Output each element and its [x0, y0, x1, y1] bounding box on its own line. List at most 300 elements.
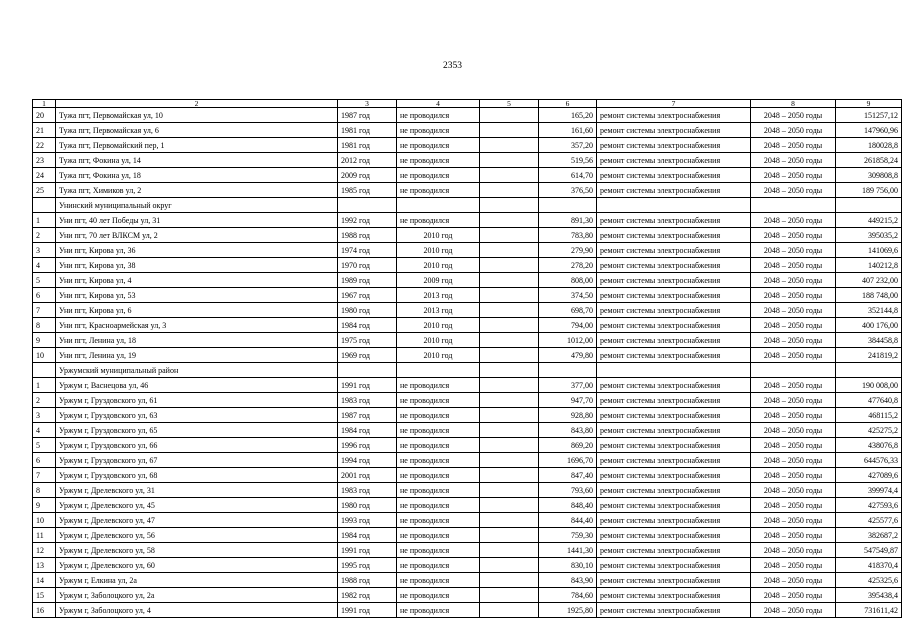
work-type-cell: ремонт системы электроснабжения — [597, 288, 751, 303]
row-number-cell: 21 — [33, 123, 56, 138]
area-cell: 278,20 — [539, 258, 597, 273]
planned-period-cell: 2048 – 2050 годы — [751, 108, 836, 123]
address-cell: Уни пгт, Кирова ул, 4 — [56, 273, 338, 288]
work-type-cell: ремонт системы электроснабжения — [597, 318, 751, 333]
column-5-cell — [480, 513, 539, 528]
column-number-cell: 4 — [397, 100, 480, 108]
table-row — [33, 498, 902, 513]
address-cell: Уни пгт, 70 лет ВЛКСМ ул, 2 — [56, 228, 338, 243]
build-year-cell: 1995 год — [338, 558, 397, 573]
work-type-cell: ремонт системы электроснабжения — [597, 408, 751, 423]
section-header-row — [33, 363, 902, 378]
housing-repair-table — [32, 99, 902, 618]
planned-period-cell: 2048 – 2050 годы — [751, 123, 836, 138]
row-number-cell: 23 — [33, 153, 56, 168]
address-cell: Уржум г, Дрелевского ул, 45 — [56, 498, 338, 513]
address-cell: Уржум г, Дрелевского ул, 47 — [56, 513, 338, 528]
build-year-cell: 1991 год — [338, 543, 397, 558]
last-overhaul-cell: 2013 год — [397, 303, 480, 318]
build-year-cell: 1987 год — [338, 408, 397, 423]
table-row — [33, 123, 902, 138]
area-cell: 374,50 — [539, 288, 597, 303]
column-number-cell: 1 — [33, 100, 56, 108]
work-type-cell: ремонт системы электроснабжения — [597, 468, 751, 483]
build-year-cell: 1980 год — [338, 303, 397, 318]
last-overhaul-cell: 2009 год — [397, 273, 480, 288]
row-number-cell: 15 — [33, 588, 56, 603]
area-cell: 161,60 — [539, 123, 597, 138]
row-number-cell: 1 — [33, 213, 56, 228]
cost-cell: 141069,6 — [836, 243, 902, 258]
area-cell: 479,80 — [539, 348, 597, 363]
last-overhaul-cell: 2010 год — [397, 333, 480, 348]
column-5-cell — [480, 273, 539, 288]
planned-period-cell: 2048 – 2050 годы — [751, 138, 836, 153]
column-5-cell — [480, 438, 539, 453]
address-cell: Тужа пгт, Химиков ул, 2 — [56, 183, 338, 198]
planned-period-cell: 2048 – 2050 годы — [751, 483, 836, 498]
column-number-cell: 2 — [56, 100, 338, 108]
planned-period-cell: 2048 – 2050 годы — [751, 453, 836, 468]
build-year-cell: 1984 год — [338, 528, 397, 543]
last-overhaul-cell: 2010 год — [397, 243, 480, 258]
column-5-cell — [480, 333, 539, 348]
table-row — [33, 318, 902, 333]
cost-cell: 352144,8 — [836, 303, 902, 318]
cost-cell — [836, 198, 902, 213]
address-cell: Уржум г, Груздовского ул, 63 — [56, 408, 338, 423]
cost-cell: 407 232,00 — [836, 273, 902, 288]
table-body — [33, 100, 902, 618]
area-cell: 698,70 — [539, 303, 597, 318]
address-cell: Уни пгт, Кирова ул, 6 — [56, 303, 338, 318]
table-row — [33, 213, 902, 228]
cost-cell: 180028,8 — [836, 138, 902, 153]
planned-period-cell: 2048 – 2050 годы — [751, 228, 836, 243]
column-5-cell — [480, 603, 539, 618]
cost-cell: 468115,2 — [836, 408, 902, 423]
build-year-cell: 1989 год — [338, 273, 397, 288]
build-year-cell: 1988 год — [338, 228, 397, 243]
last-overhaul-cell: не проводился — [397, 438, 480, 453]
cost-cell: 425325,6 — [836, 573, 902, 588]
address-cell: Уни пгт, Ленина ул, 18 — [56, 333, 338, 348]
row-number-cell: 8 — [33, 483, 56, 498]
work-type-cell: ремонт системы электроснабжения — [597, 393, 751, 408]
planned-period-cell — [751, 363, 836, 378]
row-number-cell: 1 — [33, 378, 56, 393]
area-cell: 1012,00 — [539, 333, 597, 348]
last-overhaul-cell: не проводился — [397, 408, 480, 423]
planned-period-cell: 2048 – 2050 годы — [751, 603, 836, 618]
last-overhaul-cell — [397, 363, 480, 378]
column-5-cell — [480, 228, 539, 243]
work-type-cell — [597, 198, 751, 213]
work-type-cell: ремонт системы электроснабжения — [597, 483, 751, 498]
column-5-cell — [480, 468, 539, 483]
work-type-cell: ремонт системы электроснабжения — [597, 423, 751, 438]
column-5-cell — [480, 558, 539, 573]
work-type-cell: ремонт системы электроснабжения — [597, 513, 751, 528]
row-number-cell: 8 — [33, 318, 56, 333]
build-year-cell: 2012 год — [338, 153, 397, 168]
cost-cell: 395035,2 — [836, 228, 902, 243]
area-cell — [539, 363, 597, 378]
column-5-cell — [480, 138, 539, 153]
row-number-cell: 11 — [33, 528, 56, 543]
address-cell: Уржум г, Дрелевского ул, 31 — [56, 483, 338, 498]
area-cell: 165,20 — [539, 108, 597, 123]
row-number-cell: 6 — [33, 453, 56, 468]
build-year-cell: 1991 год — [338, 603, 397, 618]
address-cell: Тужа пгт, Первомайский пер, 1 — [56, 138, 338, 153]
row-number-cell: 2 — [33, 393, 56, 408]
build-year-cell: 1975 год — [338, 333, 397, 348]
build-year-cell — [338, 363, 397, 378]
last-overhaul-cell: не проводился — [397, 153, 480, 168]
row-number-cell: 16 — [33, 603, 56, 618]
cost-cell: 190 008,00 — [836, 378, 902, 393]
table-row — [33, 588, 902, 603]
address-cell: Уржум г, Заболоцкого ул, 4 — [56, 603, 338, 618]
cost-cell: 189 756,00 — [836, 183, 902, 198]
cost-cell: 731611,42 — [836, 603, 902, 618]
planned-period-cell: 2048 – 2050 годы — [751, 273, 836, 288]
last-overhaul-cell: не проводился — [397, 378, 480, 393]
row-number-cell: 6 — [33, 288, 56, 303]
row-number-cell: 7 — [33, 303, 56, 318]
work-type-cell: ремонт системы электроснабжения — [597, 273, 751, 288]
table-row — [33, 543, 902, 558]
work-type-cell: ремонт системы электроснабжения — [597, 543, 751, 558]
work-type-cell: ремонт системы электроснабжения — [597, 603, 751, 618]
address-cell: Уржум г, Дрелевского ул, 56 — [56, 528, 338, 543]
work-type-cell: ремонт системы электроснабжения — [597, 123, 751, 138]
table-row — [33, 423, 902, 438]
last-overhaul-cell: не проводился — [397, 573, 480, 588]
planned-period-cell: 2048 – 2050 годы — [751, 498, 836, 513]
work-type-cell: ремонт системы электроснабжения — [597, 438, 751, 453]
address-cell: Уни пгт, Ленина ул, 19 — [56, 348, 338, 363]
column-5-cell — [480, 318, 539, 333]
cost-cell: 395438,4 — [836, 588, 902, 603]
column-number-cell: 9 — [836, 100, 902, 108]
last-overhaul-cell: 2010 год — [397, 348, 480, 363]
row-number-cell: 14 — [33, 573, 56, 588]
table-row — [33, 528, 902, 543]
area-cell: 844,40 — [539, 513, 597, 528]
cost-cell: 241819,2 — [836, 348, 902, 363]
build-year-cell: 1987 год — [338, 108, 397, 123]
planned-period-cell: 2048 – 2050 годы — [751, 153, 836, 168]
column-number-cell: 3 — [338, 100, 397, 108]
work-type-cell: ремонт системы электроснабжения — [597, 108, 751, 123]
area-cell: 377,00 — [539, 378, 597, 393]
cost-cell: 151257,12 — [836, 108, 902, 123]
build-year-cell: 1993 год — [338, 513, 397, 528]
address-cell: Уни пгт, Кирова ул, 38 — [56, 258, 338, 273]
table-row — [33, 513, 902, 528]
build-year-cell: 1982 год — [338, 588, 397, 603]
planned-period-cell: 2048 – 2050 годы — [751, 588, 836, 603]
planned-period-cell: 2048 – 2050 годы — [751, 348, 836, 363]
cost-cell: 425577,6 — [836, 513, 902, 528]
planned-period-cell: 2048 – 2050 годы — [751, 288, 836, 303]
address-cell: Уржум г, Заболоцкого ул, 2а — [56, 588, 338, 603]
column-5-cell — [480, 393, 539, 408]
area-cell: 783,80 — [539, 228, 597, 243]
column-5-cell — [480, 258, 539, 273]
build-year-cell: 1985 год — [338, 183, 397, 198]
area-cell: 928,80 — [539, 408, 597, 423]
area-cell: 279,90 — [539, 243, 597, 258]
table-row — [33, 603, 902, 618]
planned-period-cell: 2048 – 2050 годы — [751, 468, 836, 483]
work-type-cell: ремонт системы электроснабжения — [597, 528, 751, 543]
cost-cell: 309808,8 — [836, 168, 902, 183]
work-type-cell: ремонт системы электроснабжения — [597, 213, 751, 228]
last-overhaul-cell: не проводился — [397, 483, 480, 498]
column-5-cell — [480, 483, 539, 498]
column-5-cell — [480, 303, 539, 318]
column-5-cell — [480, 528, 539, 543]
work-type-cell: ремонт системы электроснабжения — [597, 378, 751, 393]
table-row — [33, 348, 902, 363]
last-overhaul-cell: не проводился — [397, 183, 480, 198]
area-cell: 784,60 — [539, 588, 597, 603]
row-number-cell: 3 — [33, 408, 56, 423]
area-cell — [539, 198, 597, 213]
row-number-cell: 4 — [33, 423, 56, 438]
build-year-cell: 1988 год — [338, 573, 397, 588]
column-5-cell — [480, 288, 539, 303]
build-year-cell: 1983 год — [338, 483, 397, 498]
last-overhaul-cell: не проводился — [397, 528, 480, 543]
table-row — [33, 228, 902, 243]
area-cell: 848,40 — [539, 498, 597, 513]
build-year-cell: 1981 год — [338, 138, 397, 153]
area-cell: 614,70 — [539, 168, 597, 183]
planned-period-cell: 2048 – 2050 годы — [751, 213, 836, 228]
address-cell: Уржум г, Груздовского ул, 66 — [56, 438, 338, 453]
area-cell: 794,00 — [539, 318, 597, 333]
address-cell: Уржум г, Елкина ул, 2а — [56, 573, 338, 588]
planned-period-cell: 2048 – 2050 годы — [751, 243, 836, 258]
area-cell: 843,90 — [539, 573, 597, 588]
address-cell: Уржум г, Груздовского ул, 68 — [56, 468, 338, 483]
last-overhaul-cell: не проводился — [397, 393, 480, 408]
last-overhaul-cell: не проводился — [397, 423, 480, 438]
address-cell: Уни пгт, 40 лет Победы ул, 31 — [56, 213, 338, 228]
column-number-cell: 8 — [751, 100, 836, 108]
column-5-cell — [480, 198, 539, 213]
area-cell: 843,80 — [539, 423, 597, 438]
work-type-cell: ремонт системы электроснабжения — [597, 348, 751, 363]
cost-cell: 644576,33 — [836, 453, 902, 468]
work-type-cell: ремонт системы электроснабжения — [597, 243, 751, 258]
build-year-cell — [338, 198, 397, 213]
build-year-cell: 2009 год — [338, 168, 397, 183]
address-cell: Тужа пгт, Первомайская ул, 10 — [56, 108, 338, 123]
row-number-cell: 7 — [33, 468, 56, 483]
page-number: 2353 — [443, 61, 462, 71]
area-cell: 519,56 — [539, 153, 597, 168]
address-cell: Уржум г, Васнецова ул, 46 — [56, 378, 338, 393]
build-year-cell: 1984 год — [338, 318, 397, 333]
planned-period-cell: 2048 – 2050 годы — [751, 528, 836, 543]
row-number-cell — [33, 198, 56, 213]
area-cell: 759,30 — [539, 528, 597, 543]
row-number-cell: 10 — [33, 513, 56, 528]
build-year-cell: 1991 год — [338, 378, 397, 393]
table-row — [33, 393, 902, 408]
address-cell: Уржум г, Груздовского ул, 61 — [56, 393, 338, 408]
last-overhaul-cell: не проводился — [397, 123, 480, 138]
column-5-cell — [480, 213, 539, 228]
area-cell: 357,20 — [539, 138, 597, 153]
address-cell: Уни пгт, Кирова ул, 53 — [56, 288, 338, 303]
planned-period-cell: 2048 – 2050 годы — [751, 183, 836, 198]
column-5-cell — [480, 363, 539, 378]
column-5-cell — [480, 378, 539, 393]
column-5-cell — [480, 153, 539, 168]
last-overhaul-cell: не проводился — [397, 543, 480, 558]
column-5-cell — [480, 183, 539, 198]
planned-period-cell: 2048 – 2050 годы — [751, 438, 836, 453]
area-cell: 847,40 — [539, 468, 597, 483]
column-number-row — [33, 100, 902, 108]
row-number-cell — [33, 363, 56, 378]
table-row — [33, 273, 902, 288]
work-type-cell: ремонт системы электроснабжения — [597, 138, 751, 153]
planned-period-cell — [751, 198, 836, 213]
planned-period-cell: 2048 – 2050 годы — [751, 378, 836, 393]
row-number-cell: 12 — [33, 543, 56, 558]
column-5-cell — [480, 588, 539, 603]
address-cell: Уржумский муниципальный район — [56, 363, 338, 378]
column-5-cell — [480, 543, 539, 558]
table-row — [33, 573, 902, 588]
address-cell: Тужа пгт, Фокина ул, 14 — [56, 153, 338, 168]
table-row — [33, 288, 902, 303]
last-overhaul-cell: 2013 год — [397, 288, 480, 303]
row-number-cell: 3 — [33, 243, 56, 258]
row-number-cell: 25 — [33, 183, 56, 198]
section-header-row — [33, 198, 902, 213]
work-type-cell: ремонт системы электроснабжения — [597, 258, 751, 273]
table-row — [33, 438, 902, 453]
table-row — [33, 153, 902, 168]
cost-cell: 261858,24 — [836, 153, 902, 168]
row-number-cell: 5 — [33, 273, 56, 288]
area-cell: 376,50 — [539, 183, 597, 198]
build-year-cell: 1996 год — [338, 438, 397, 453]
address-cell: Унинский муниципальный округ — [56, 198, 338, 213]
cost-cell: 399974,4 — [836, 483, 902, 498]
cost-cell: 147960,96 — [836, 123, 902, 138]
address-cell: Уржум г, Груздовского ул, 67 — [56, 453, 338, 468]
address-cell: Уни пгт, Красноармейская ул, 3 — [56, 318, 338, 333]
area-cell: 1441,30 — [539, 543, 597, 558]
table-row — [33, 468, 902, 483]
address-cell: Уржум г, Груздовского ул, 65 — [56, 423, 338, 438]
cost-cell: 418370,4 — [836, 558, 902, 573]
cost-cell: 384458,8 — [836, 333, 902, 348]
build-year-cell: 1980 год — [338, 498, 397, 513]
cost-cell: 427089,6 — [836, 468, 902, 483]
column-5-cell — [480, 498, 539, 513]
planned-period-cell: 2048 – 2050 годы — [751, 393, 836, 408]
build-year-cell: 1984 год — [338, 423, 397, 438]
cost-cell: 400 176,00 — [836, 318, 902, 333]
last-overhaul-cell: не проводился — [397, 138, 480, 153]
row-number-cell: 2 — [33, 228, 56, 243]
build-year-cell: 1974 год — [338, 243, 397, 258]
table-row — [33, 183, 902, 198]
column-5-cell — [480, 348, 539, 363]
work-type-cell: ремонт системы электроснабжения — [597, 303, 751, 318]
build-year-cell: 1969 год — [338, 348, 397, 363]
planned-period-cell: 2048 – 2050 годы — [751, 303, 836, 318]
row-number-cell: 9 — [33, 333, 56, 348]
work-type-cell: ремонт системы электроснабжения — [597, 573, 751, 588]
last-overhaul-cell: не проводился — [397, 588, 480, 603]
planned-period-cell: 2048 – 2050 годы — [751, 318, 836, 333]
build-year-cell: 1981 год — [338, 123, 397, 138]
row-number-cell: 13 — [33, 558, 56, 573]
cost-cell: 477640,8 — [836, 393, 902, 408]
work-type-cell: ремонт системы электроснабжения — [597, 153, 751, 168]
column-number-cell: 7 — [597, 100, 751, 108]
build-year-cell: 1994 год — [338, 453, 397, 468]
table-row — [33, 168, 902, 183]
last-overhaul-cell: не проводился — [397, 468, 480, 483]
table-row — [33, 303, 902, 318]
address-cell: Тужа пгт, Первомайская ул, 6 — [56, 123, 338, 138]
column-5-cell — [480, 408, 539, 423]
area-cell: 793,60 — [539, 483, 597, 498]
row-number-cell: 4 — [33, 258, 56, 273]
planned-period-cell: 2048 – 2050 годы — [751, 558, 836, 573]
cost-cell: 188 748,00 — [836, 288, 902, 303]
area-cell: 947,70 — [539, 393, 597, 408]
table-row — [33, 558, 902, 573]
area-cell: 891,30 — [539, 213, 597, 228]
table-row — [33, 108, 902, 123]
last-overhaul-cell — [397, 198, 480, 213]
table-row — [33, 138, 902, 153]
build-year-cell: 2001 год — [338, 468, 397, 483]
area-cell: 830,10 — [539, 558, 597, 573]
column-5-cell — [480, 573, 539, 588]
cost-cell: 140212,8 — [836, 258, 902, 273]
work-type-cell: ремонт системы электроснабжения — [597, 168, 751, 183]
last-overhaul-cell: 2010 год — [397, 228, 480, 243]
cost-cell: 547549,87 — [836, 543, 902, 558]
last-overhaul-cell: не проводился — [397, 213, 480, 228]
table-row — [33, 258, 902, 273]
planned-period-cell: 2048 – 2050 годы — [751, 543, 836, 558]
table-row — [33, 243, 902, 258]
table-row — [33, 453, 902, 468]
row-number-cell: 20 — [33, 108, 56, 123]
build-year-cell: 1992 год — [338, 213, 397, 228]
planned-period-cell: 2048 – 2050 годы — [751, 423, 836, 438]
row-number-cell: 24 — [33, 168, 56, 183]
area-cell: 1925,80 — [539, 603, 597, 618]
planned-period-cell: 2048 – 2050 годы — [751, 333, 836, 348]
planned-period-cell: 2048 – 2050 годы — [751, 408, 836, 423]
